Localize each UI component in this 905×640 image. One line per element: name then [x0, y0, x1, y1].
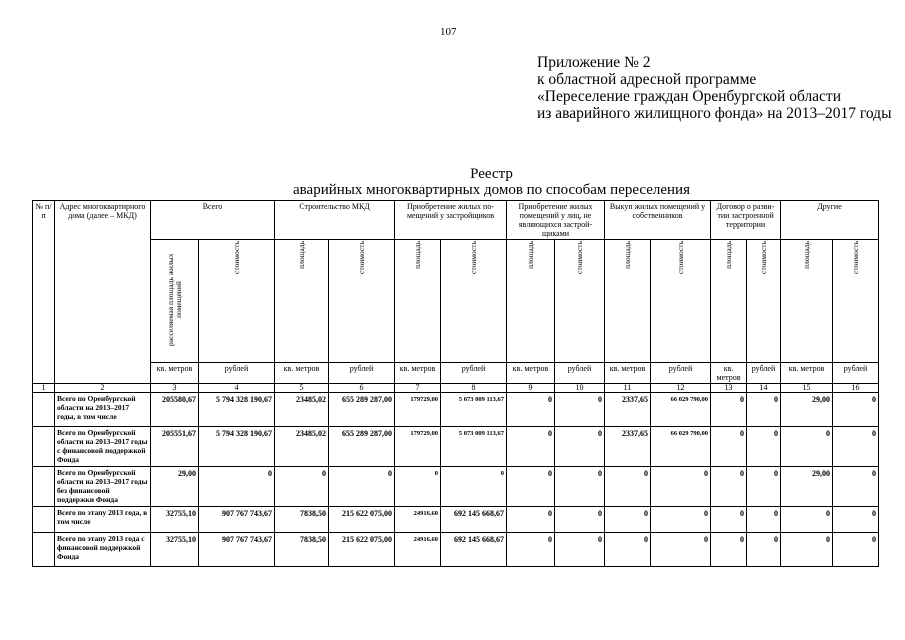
column-index: 6 [329, 384, 395, 393]
cell: 215 622 075,00 [329, 533, 395, 567]
cell: 0 [833, 393, 879, 427]
subheader-area: площадь [605, 240, 651, 363]
cell: 907 767 743,67 [199, 533, 275, 567]
cell: 0 [781, 427, 833, 467]
column-index: 5 [275, 384, 329, 393]
cell: 5 073 009 113,67 [441, 427, 507, 467]
cell: 692 145 668,67 [441, 507, 507, 533]
row-number [33, 533, 55, 567]
row-number [33, 393, 55, 427]
cell: 0 [651, 507, 711, 533]
cell: 0 [651, 467, 711, 507]
unit-sqm: кв. метров [605, 363, 651, 384]
appendix-line-3: «Переселение граждан Оренбургской области [537, 88, 842, 105]
subheader-area: площадь [395, 240, 441, 363]
column-index: 3 [151, 384, 199, 393]
cell: 0 [747, 533, 781, 567]
header-non-developers: Приобретение жилых помещений у лиц, не являющихся застройщиками [507, 201, 605, 240]
column-index-row [33, 384, 879, 393]
appendix-line-2: к областной адресной программе [537, 71, 757, 88]
cell: 0 [711, 393, 747, 427]
column-index: 12 [651, 384, 711, 393]
cell: 66 029 790,00 [651, 393, 711, 427]
cell: 0 [605, 467, 651, 507]
cell: 0 [711, 467, 747, 507]
cell: 5 794 328 190,67 [199, 393, 275, 427]
subheader-cost: стоимость [651, 240, 711, 363]
unit-sqm: кв. метров [151, 363, 199, 384]
cell: 0 [711, 533, 747, 567]
cell: 179729,00 [395, 393, 441, 427]
row-number [33, 467, 55, 507]
cell: 5 073 009 113,67 [441, 393, 507, 427]
unit-rub: рублей [651, 363, 711, 384]
subheader-cost: стоимость [747, 240, 781, 363]
subheader-cost: стоимость [833, 240, 879, 363]
header-developers: Приобретение жилых помещений у застройщиков [395, 201, 507, 240]
column-index: 15 [781, 384, 833, 393]
cell: 655 289 287,00 [329, 427, 395, 467]
cell: 2337,65 [605, 393, 651, 427]
subheader-cost: стоимость [329, 240, 395, 363]
header-development: Договор о развитии застроенной территории [711, 201, 781, 240]
cell: 0 [555, 393, 605, 427]
unit-sqm: кв. метров [395, 363, 441, 384]
cell: 0 [605, 533, 651, 567]
cell: 29,00 [781, 467, 833, 507]
cell: 0 [555, 533, 605, 567]
cell: 0 [441, 467, 507, 507]
column-index: 1 [33, 384, 55, 393]
cell: 0 [507, 427, 555, 467]
cell: 0 [507, 393, 555, 427]
unit-rub: рублей [329, 363, 395, 384]
cell: 0 [747, 467, 781, 507]
appendix-line-1: Приложение № 2 [537, 54, 651, 71]
subheader-area: площадь [711, 240, 747, 363]
cell: 66 029 790,00 [651, 427, 711, 467]
subheader-area: площадь [781, 240, 833, 363]
column-index: 11 [605, 384, 651, 393]
appendix-line-4: из аварийного жилищного фонда» на 2013–2017 годы [537, 105, 892, 122]
appendix-header [537, 54, 892, 122]
cell: 0 [555, 467, 605, 507]
cell: 0 [833, 427, 879, 467]
unit-rub: рублей [199, 363, 275, 384]
cell: 29,00 [151, 467, 199, 507]
subheader-area: площадь [275, 240, 329, 363]
column-index: 9 [507, 384, 555, 393]
row-name: Всего по Оренбургской области на 2013–2017 годы с финансовой поддержкой Фонда [55, 427, 151, 467]
cell: 0 [747, 393, 781, 427]
cell: 7838,50 [275, 533, 329, 567]
cell: 0 [833, 507, 879, 533]
table-row [33, 393, 879, 427]
cell: 0 [711, 507, 747, 533]
unit-rub: рублей [833, 363, 879, 384]
cell: 0 [507, 507, 555, 533]
registry-title [0, 166, 905, 198]
cell: 0 [275, 467, 329, 507]
header-total: Всего [151, 201, 275, 240]
subheader-cost: стоимость [441, 240, 507, 363]
cell: 23485,02 [275, 427, 329, 467]
row-name: Всего по этапу 2013 года с финансовой поддержкой Фонда [55, 533, 151, 567]
cell: 0 [711, 427, 747, 467]
subheader-area: площадь [507, 240, 555, 363]
unit-rub: рублей [747, 363, 781, 384]
column-index: 14 [747, 384, 781, 393]
cell: 0 [605, 507, 651, 533]
page-number: 107 [440, 26, 457, 38]
registry-table [32, 200, 879, 567]
header-construction: Строительство МКД [275, 201, 395, 240]
table-row [33, 507, 879, 533]
cell: 0 [555, 427, 605, 467]
column-index: 8 [441, 384, 507, 393]
row-number [33, 507, 55, 533]
unit-sqm: кв. метров [507, 363, 555, 384]
cell: 0 [555, 507, 605, 533]
cell: 179729,00 [395, 427, 441, 467]
row-name: Всего по этапу 2013 года, в том числе [55, 507, 151, 533]
column-index: 2 [55, 384, 151, 393]
header-address: Адрес многоквартирного дома (далее – МКД) [55, 201, 151, 384]
cell: 0 [833, 533, 879, 567]
cell: 0 [507, 467, 555, 507]
row-name: Всего по Оренбургской области на 2013–2017 годы, в том числе [55, 393, 151, 427]
cell: 205551,67 [151, 427, 199, 467]
cell: 0 [651, 533, 711, 567]
cell: 655 289 287,00 [329, 393, 395, 427]
cell: 32755,10 [151, 507, 199, 533]
cell: 0 [747, 427, 781, 467]
subheader-cost: стоимость [199, 240, 275, 363]
cell: 0 [781, 533, 833, 567]
unit-sqm: кв. метров [781, 363, 833, 384]
cell: 7838,50 [275, 507, 329, 533]
cell: 0 [781, 507, 833, 533]
column-index: 10 [555, 384, 605, 393]
unit-rub: рублей [555, 363, 605, 384]
cell: 692 145 668,67 [441, 533, 507, 567]
registry-title-line-1: Реестр [470, 166, 513, 182]
header-owners: Выкуп жилых помещений у собственников [605, 201, 711, 240]
column-index: 7 [395, 384, 441, 393]
cell: 0 [507, 533, 555, 567]
cell: 0 [395, 467, 441, 507]
cell: 2337,65 [605, 427, 651, 467]
cell: 0 [747, 507, 781, 533]
cell: 0 [199, 467, 275, 507]
unit-sqm: кв. метров [711, 363, 747, 384]
column-index: 13 [711, 384, 747, 393]
unit-sqm: кв. метров [275, 363, 329, 384]
row-name: Всего по Оренбургской области на 2013–2017 годы без финансовой поддержки Фонда [55, 467, 151, 507]
registry-title-line-2: аварийных многоквартирных домов по способам переселения [293, 182, 690, 198]
cell: 29,00 [781, 393, 833, 427]
header-other: Другие [781, 201, 879, 240]
cell: 24916,60 [395, 507, 441, 533]
cell: 0 [833, 467, 879, 507]
cell: 5 794 328 190,67 [199, 427, 275, 467]
cell: 24916,60 [395, 533, 441, 567]
table-row [33, 427, 879, 467]
cell: 205580,67 [151, 393, 199, 427]
subheader-cost: стоимость [555, 240, 605, 363]
cell: 0 [329, 467, 395, 507]
column-index: 16 [833, 384, 879, 393]
column-index: 4 [199, 384, 275, 393]
unit-rub: рублей [441, 363, 507, 384]
header-number: № п/п [33, 201, 55, 384]
cell: 215 622 075,00 [329, 507, 395, 533]
table-row [33, 467, 879, 507]
subheader-resettled-area: расселяемая площадь жилых помещений [151, 240, 199, 363]
row-number [33, 427, 55, 467]
cell: 32755,10 [151, 533, 199, 567]
cell: 907 767 743,67 [199, 507, 275, 533]
table-row [33, 533, 879, 567]
cell: 23485,02 [275, 393, 329, 427]
